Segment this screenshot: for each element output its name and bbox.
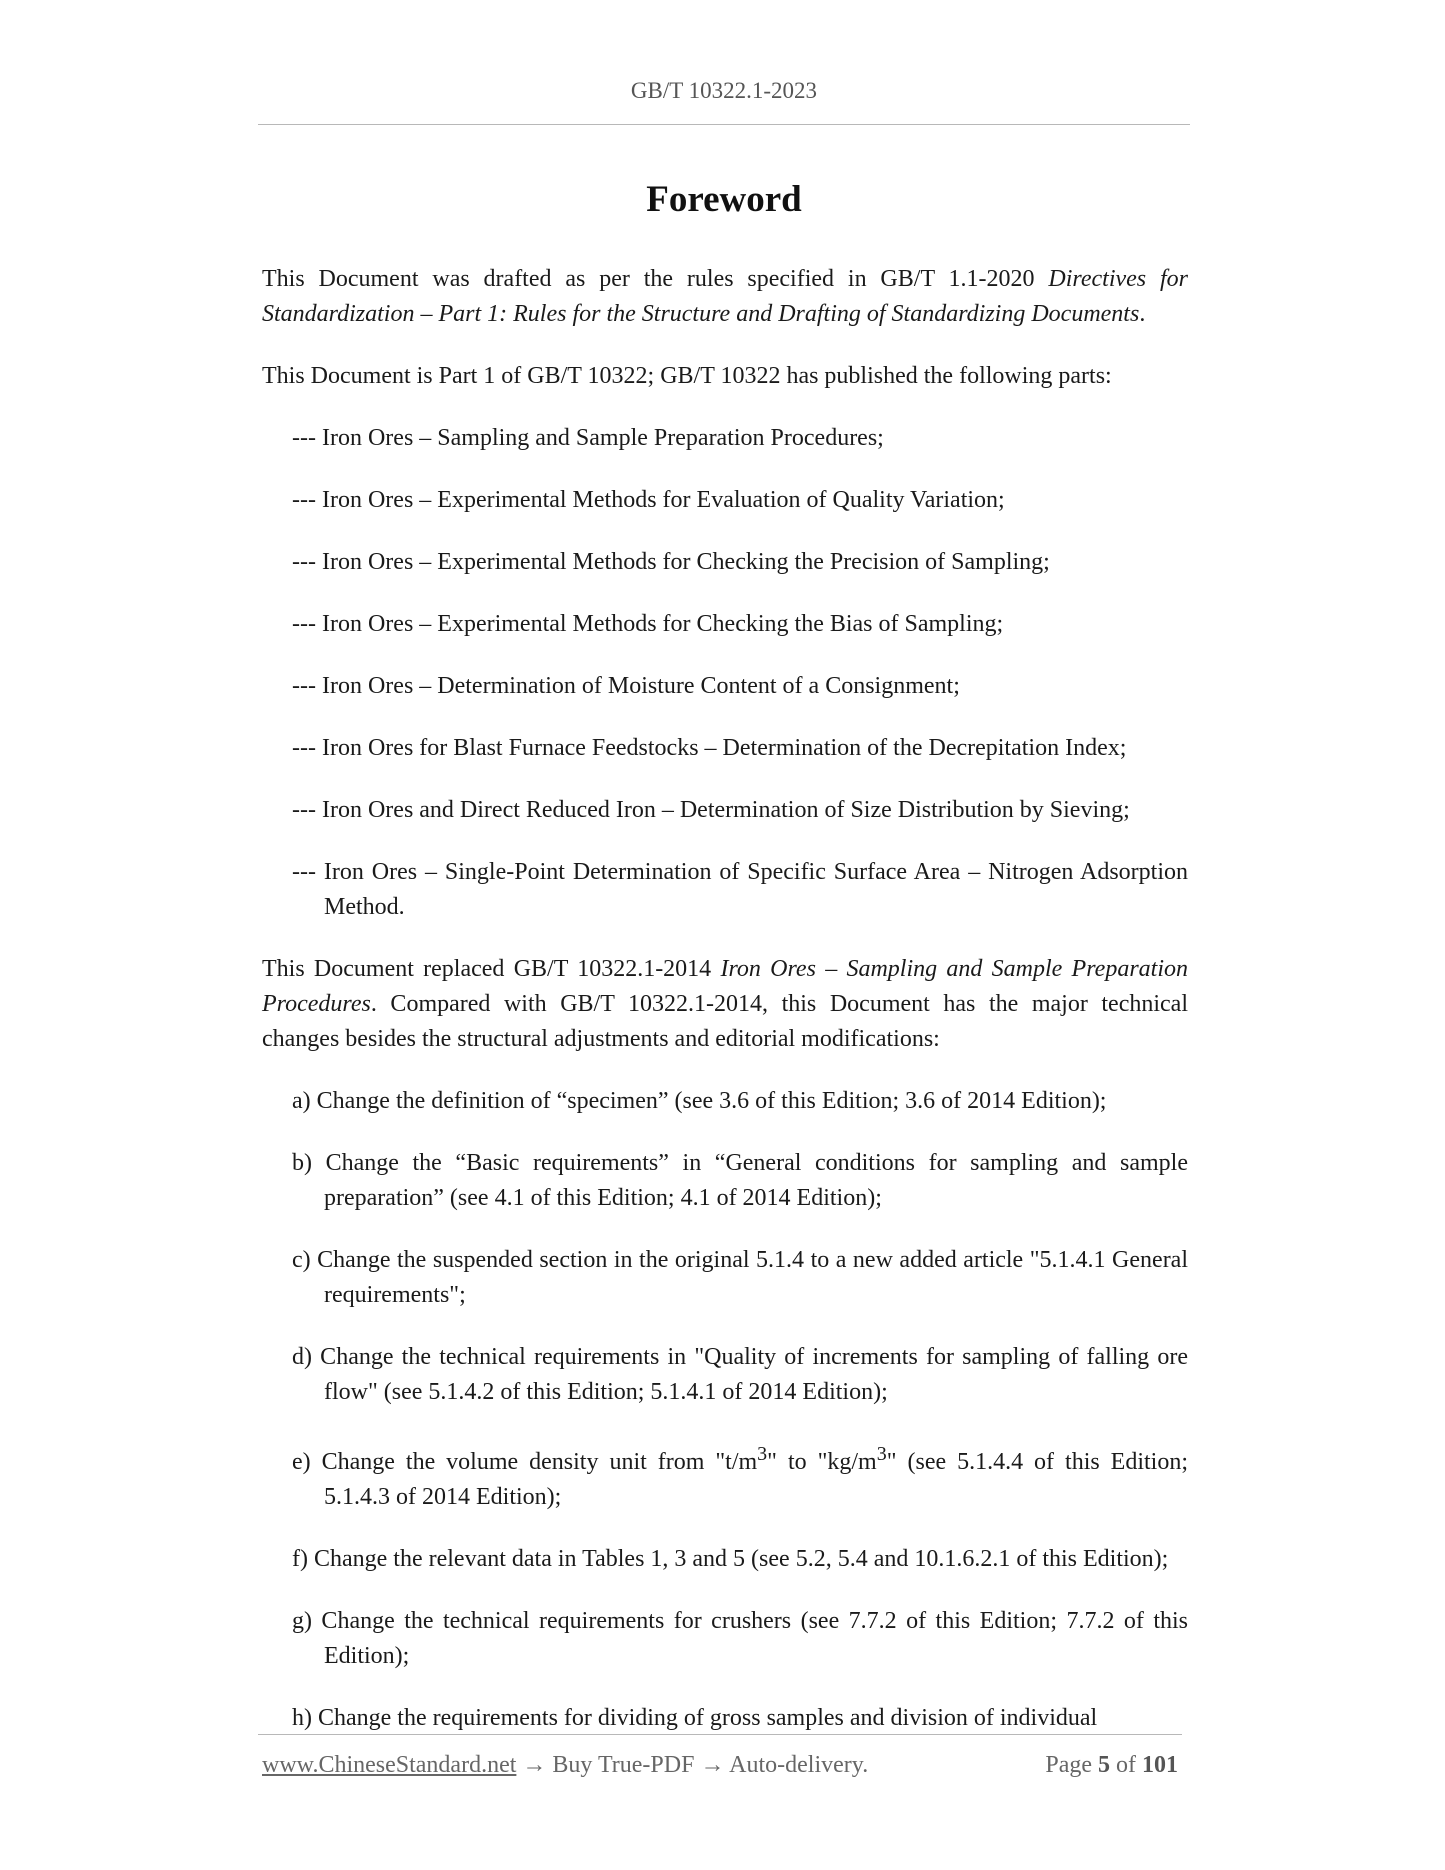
part-item: --- Iron Ores – Experimental Methods for Checking the Precision of Sampling;: [292, 549, 1050, 575]
superscript: 3: [757, 1443, 768, 1465]
part-item: --- Iron Ores and Direct Reduced Iron – Determination of Size Distribution by Sieving;: [292, 797, 1130, 823]
intro-paragraph: [262, 262, 1188, 332]
parts-intro-paragraph: This Document is Part 1 of GB/T 10322; GB/T 10322 has published the following parts:: [262, 363, 1112, 389]
part-item: --- Iron Ores – Experimental Methods for Checking the Bias of Sampling;: [292, 611, 1004, 637]
change-item-b: b) Change the “Basic requirements” in “General conditions for sampling and sample preparation” (see 4.1 of this Edition; 4.1 of 2014 Edition);: [292, 1150, 1188, 1211]
footer-divider: [258, 1734, 1182, 1735]
page-header: GB/T 10322.1-2023: [630, 78, 818, 103]
total-pages: 101: [1142, 1752, 1178, 1778]
intro-period: .: [1139, 301, 1146, 327]
replaced-paragraph: [262, 952, 1188, 1057]
website-link[interactable]: www.ChineseStandard.net: [262, 1752, 517, 1778]
replaced-text-end: . Compared with GB/T 10322.1-2014, this Document has the major technical changes besides the structural adjustments and editorial modifications:: [262, 991, 1188, 1052]
replaced-text: This Document replaced GB/T 10322.1-2014: [262, 956, 721, 982]
of-label: of: [1110, 1752, 1142, 1778]
replaced-standard-title: Iron Ores – Sampling and Sample Preparation Procedures: [262, 956, 1188, 1017]
arrow-icon: →: [694, 1752, 730, 1778]
part-item: --- Iron Ores – Sampling and Sample Preparation Procedures;: [292, 425, 884, 451]
change-item-e: [292, 1437, 1188, 1515]
arrow-icon: →: [516, 1752, 553, 1778]
auto-delivery-text: Auto-delivery.: [729, 1752, 869, 1778]
buy-pdf-text: Buy True-PDF: [552, 1752, 695, 1778]
change-e-text: " to "kg/m: [767, 1449, 877, 1475]
part-item: --- Iron Ores – Single-Point Determination of Specific Surface Area – Nitrogen Adsorption Method.: [292, 859, 1188, 920]
page-label: Page: [1045, 1752, 1098, 1778]
current-page: 5: [1098, 1752, 1110, 1778]
change-item-g: g) Change the technical requirements for crushers (see 7.7.2 of this Edition; 7.7.2 of this Edition);: [292, 1608, 1188, 1669]
part-item: --- Iron Ores – Experimental Methods for Evaluation of Quality Variation;: [292, 487, 1005, 513]
page-number: [1045, 1752, 1178, 1779]
change-item-d: d) Change the technical requirements in "Quality of increments for sampling of falling ore flow" (see 5.1.4.2 of this Edition; 5.1.4.1 of 2014 Edition);: [292, 1344, 1188, 1405]
intro-text: This Document was drafted as per the rules specified in GB/T 1.1-2020: [262, 266, 1049, 292]
superscript: 3: [876, 1443, 887, 1465]
change-item-a: a) Change the definition of “specimen” (see 3.6 of this Edition; 3.6 of 2014 Edition);: [292, 1088, 1107, 1114]
document-body: [262, 262, 1188, 1736]
part-item: --- Iron Ores for Blast Furnace Feedstocks – Determination of the Decrepitation Index;: [292, 735, 1127, 761]
page-footer: [262, 1752, 1182, 1779]
page-title: Foreword: [646, 179, 802, 220]
change-e-text: e) Change the volume density unit from "t/m: [292, 1449, 758, 1475]
intro-standard-title: Directives for Standardization – Part 1: Rules for the Structure and Drafting of Standardizing Documents: [262, 266, 1188, 327]
change-e-text: " (see 5.1.4.4 of this Edition; 5.1.4.3 of 2014 Edition);: [324, 1449, 1188, 1510]
change-item-f: f) Change the relevant data in Tables 1, 3 and 5 (see 5.2, 5.4 and 10.1.6.2.1 of this Edition);: [292, 1546, 1169, 1572]
change-item-c: c) Change the suspended section in the original 5.1.4 to a new added article "5.1.4.1 General requirements";: [292, 1247, 1188, 1308]
part-item: --- Iron Ores – Determination of Moisture Content of a Consignment;: [292, 673, 960, 699]
change-item-h: h) Change the requirements for dividing of gross samples and division of individual: [292, 1705, 1098, 1731]
header-divider: [258, 124, 1190, 125]
